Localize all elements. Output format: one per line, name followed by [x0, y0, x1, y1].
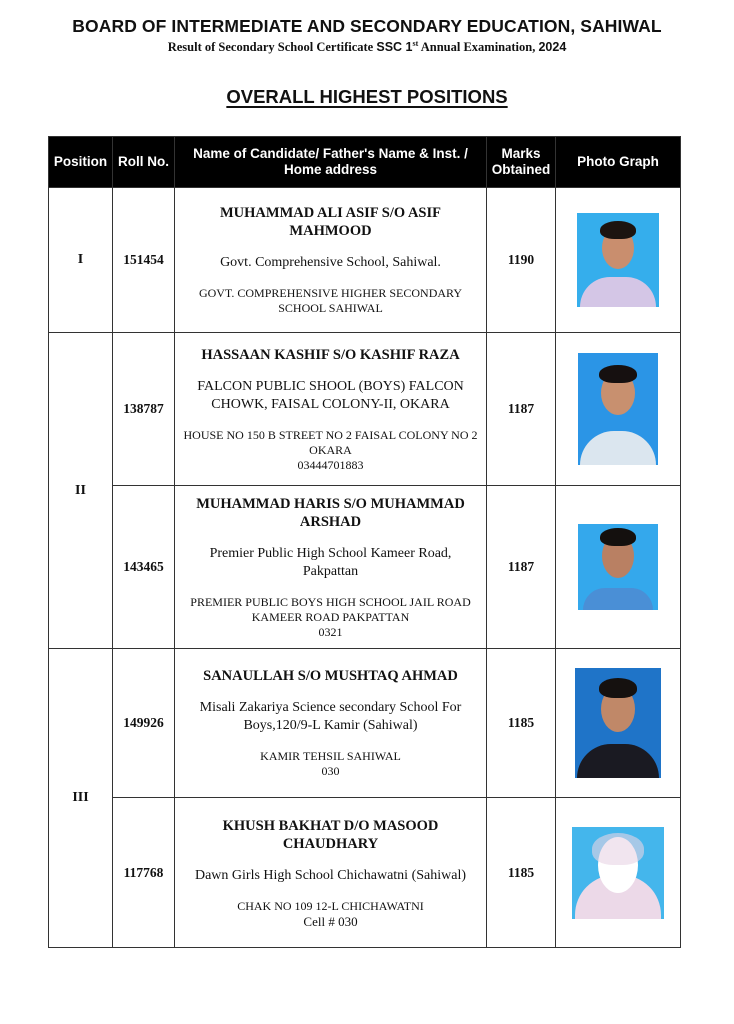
- subtitle-superscript: st: [412, 39, 419, 48]
- candidate-phone: 0321: [318, 624, 343, 639]
- photo-cell: [556, 798, 681, 948]
- candidate-photo: [572, 827, 664, 919]
- candidate-address: CHAK NO 109 12-L CHICHAWATNI: [237, 898, 424, 913]
- table-row: [49, 188, 681, 333]
- candidate-phone: 03444701883: [297, 457, 364, 472]
- photo-shirt: [577, 744, 659, 778]
- position-cell: II: [49, 333, 113, 649]
- roll-number: 151454: [113, 188, 175, 333]
- marks-obtained: 1190: [487, 188, 556, 333]
- marks-obtained: 1187: [487, 333, 556, 486]
- subtitle-prefix: Result of Secondary School Certificate: [167, 40, 377, 55]
- table-header-row: [49, 137, 681, 188]
- column-header-photo: Photo Graph: [556, 137, 681, 188]
- exam-subtitle: [0, 39, 734, 55]
- candidate-cell: [175, 649, 487, 798]
- marks-obtained: 1185: [487, 649, 556, 798]
- marks-obtained: 1187: [487, 486, 556, 649]
- photo-cell: [556, 486, 681, 649]
- roll-number: 138787: [113, 333, 175, 486]
- results-table: [48, 136, 681, 948]
- candidate-photo: [578, 524, 658, 610]
- subtitle-suffix: Annual Examination,: [418, 40, 539, 55]
- candidate-phone: Cell # 030: [303, 913, 358, 929]
- candidate-cell: [175, 798, 487, 948]
- candidate-photo: [577, 213, 659, 307]
- candidate-name: HASSAAN KASHIF S/O KASHIF RAZA: [201, 346, 460, 363]
- table-row: [49, 486, 681, 649]
- photo-cell: [556, 649, 681, 798]
- candidate-name: SANAULLAH S/O MUSHTAQ AHMAD: [203, 668, 458, 684]
- photo-cell: [556, 333, 681, 486]
- photo-hair: [600, 528, 636, 546]
- candidate-institute: Govt. Comprehensive School, Sahiwal.: [220, 255, 441, 270]
- board-title: BOARD OF INTERMEDIATE AND SECONDARY EDUCATION, SAHIWAL: [72, 16, 662, 36]
- column-header-position: Position: [49, 137, 113, 188]
- subtitle-ssc: SSC 1: [376, 40, 413, 55]
- candidate-institute: FALCON PUBLIC SHOOL (BOYS) FALCON CHOWK, FAISAL COLONY-II, OKARA: [197, 378, 464, 412]
- photo-cell: [556, 188, 681, 333]
- roll-number: 143465: [113, 486, 175, 649]
- photo-shirt: [583, 588, 653, 610]
- candidate-cell: [175, 486, 487, 649]
- candidate-institute: Misali Zakariya Science secondary School For Boys,120/9-L Kamir (Sahiwal): [199, 700, 462, 733]
- candidate-name: KHUSH BAKHAT D/O MASOOD CHAUDHARY: [222, 817, 439, 852]
- photo-shirt: [580, 431, 656, 465]
- photo-scarf: [592, 833, 644, 865]
- photo-hair: [599, 678, 637, 698]
- subtitle-year: 2024: [538, 40, 567, 55]
- candidate-institute: Premier Public High School Kameer Road, Pakpattan: [209, 545, 452, 579]
- column-header-marks: Marks Obtained: [487, 137, 556, 188]
- candidate-address: KAMIR TEHSIL SAHIWAL: [260, 749, 401, 763]
- photo-shirt: [580, 277, 656, 307]
- photo-hair: [599, 365, 637, 383]
- section-title: [0, 86, 734, 108]
- candidate-address: HOUSE NO 150 B STREET NO 2 FAISAL COLONY NO 2 OKARA: [183, 427, 478, 457]
- candidate-name: MUHAMMAD ALI ASIF S/O ASIF MAHMOOD: [219, 205, 441, 239]
- photo-hair: [600, 221, 636, 239]
- candidate-cell: [175, 188, 487, 333]
- table-row: [49, 333, 681, 486]
- table-row: [49, 649, 681, 798]
- position-cell: III: [49, 649, 113, 948]
- candidate-address: PREMIER PUBLIC BOYS HIGH SCHOOL JAIL ROAD KAMEER ROAD PAKPATTAN: [190, 594, 471, 624]
- roll-number: 149926: [113, 649, 175, 798]
- column-header-candidate: Name of Candidate/ Father's Name & Inst. / Home address: [175, 137, 487, 188]
- candidate-phone: 030: [321, 764, 340, 778]
- candidate-cell: [175, 333, 487, 486]
- column-header-roll: Roll No.: [113, 137, 175, 188]
- section-title-text: OVERALL HIGHEST POSITIONS: [226, 86, 508, 107]
- position-cell: I: [49, 188, 113, 333]
- roll-number: 117768: [113, 798, 175, 948]
- candidate-address: GOVT. COMPREHENSIVE HIGHER SECONDARY SCHOOL SAHIWAL: [198, 286, 463, 315]
- table-row: [49, 798, 681, 948]
- candidate-name: MUHAMMAD HARIS S/O MUHAMMAD ARSHAD: [196, 495, 465, 530]
- marks-obtained: 1185: [487, 798, 556, 948]
- candidate-photo: [578, 353, 658, 465]
- candidate-institute: Dawn Girls High School Chichawatni (Sahiwal): [194, 867, 466, 883]
- candidate-photo: [575, 668, 661, 778]
